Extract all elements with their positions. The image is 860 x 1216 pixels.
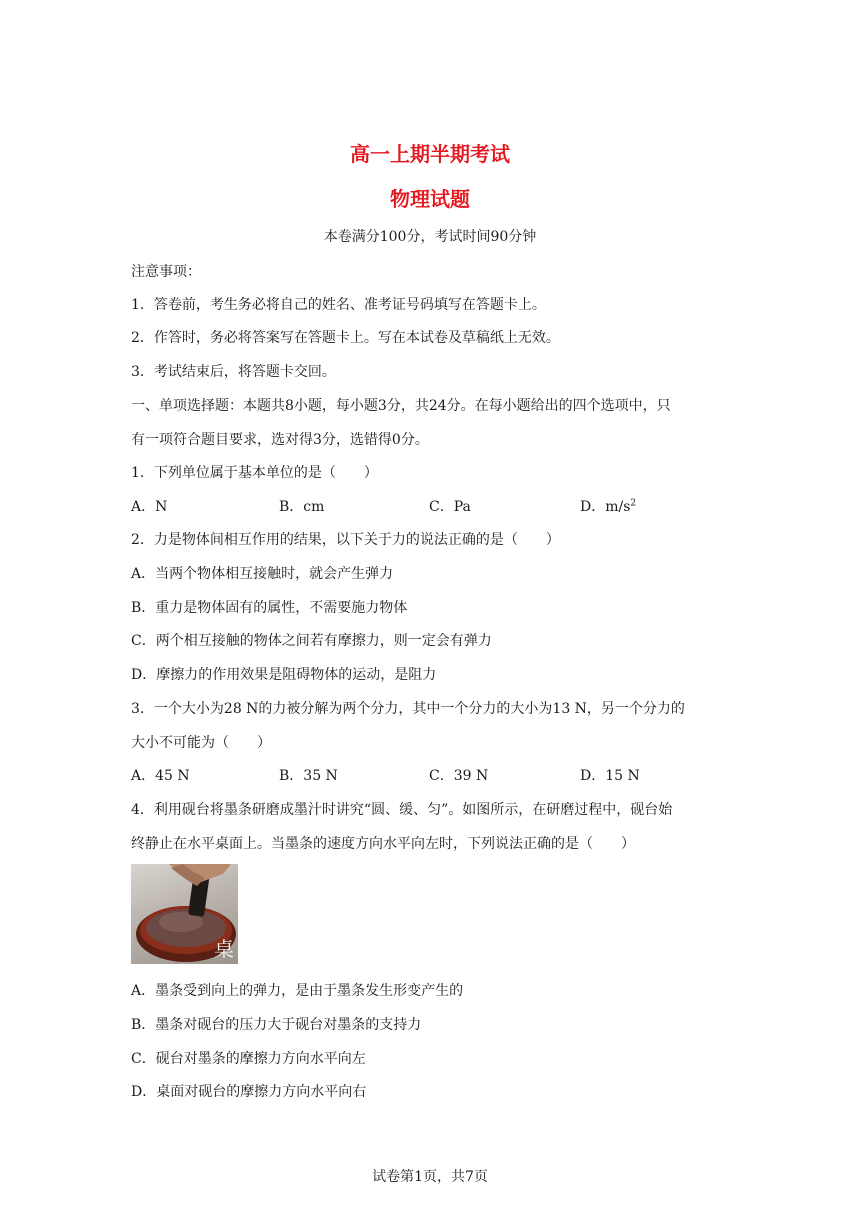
q4-option-b: B．墨条对砚台的压力大于砚台对墨条的支持力 (131, 1017, 422, 1033)
exam-title: 高一上期半期考试 (350, 142, 510, 166)
question-3-stem-cont: 大小不可能为（ ） (131, 735, 271, 751)
q1-option-b: B．cm (279, 499, 325, 515)
q1-option-d (580, 496, 636, 516)
note-item: 1．答卷前，考生务必将自己的姓名、准考证号码填写在答题卡上。 (131, 297, 546, 313)
q4-option-d: D．桌面对砚台的摩擦力方向水平向右 (131, 1084, 367, 1100)
note-item: 3．考试结束后，将答题卡交回。 (131, 364, 336, 380)
figure-label: 桌 (214, 937, 234, 961)
q4-option-c: C．砚台对墨条的摩擦力方向水平向左 (131, 1051, 366, 1067)
section-heading-cont: 有一项符合题目要求，选对得3分，选错得0分。 (131, 432, 429, 448)
question-1-stem: 1．下列单位属于基本单位的是（ ） (131, 465, 378, 481)
section-heading: 一、单项选择题：本题共8小题，每小题3分，共24分。在每小题给出的四个选项中，只 (131, 398, 671, 414)
exam-subtitle: 物理试题 (390, 187, 470, 211)
q1-option-d-exponent: 2 (630, 498, 637, 509)
q1-option-c: C．Pa (429, 499, 471, 515)
question-2-stem: 2．力是物体间相互作用的结果，以下关于力的说法正确的是（ ） (131, 532, 560, 548)
question-4-stem: 4．利用砚台将墨条研磨成墨汁时讲究“圆、缓、匀”。如图所示，在研磨过程中，砚台始 (131, 802, 673, 818)
question-4-stem-cont: 终静止在水平桌面上。当墨条的速度方向水平向左时，下列说法正确的是（ ） (131, 836, 635, 852)
notes-heading: 注意事项： (131, 264, 201, 280)
q3-option-d: D．15 N (580, 768, 640, 784)
q2-option-b: B．重力是物体固有的属性，不需要施力物体 (131, 600, 408, 616)
q1-option-d-text: D．m/s (580, 499, 631, 515)
q2-option-a: A．当两个物体相互接触时，就会产生弹力 (131, 566, 394, 582)
q3-option-a: A．45 N (131, 768, 190, 784)
question-3-stem: 3．一个大小为28 N的力被分解为两个分力，其中一个分力的大小为13 N，另一个分力的 (131, 701, 685, 717)
exam-info: 本卷满分100分，考试时间90分钟 (323, 229, 537, 245)
q2-option-c: C．两个相互接触的物体之间若有摩擦力，则一定会有弹力 (131, 633, 492, 649)
inkstone-figure (131, 864, 238, 964)
q3-option-c: C．39 N (429, 768, 489, 784)
page-footer: 试卷第1页，共7页 (372, 1169, 488, 1185)
q2-option-d: D．摩擦力的作用效果是阻碍物体的运动，是阻力 (131, 667, 437, 683)
q4-option-a: A．墨条受到向上的弹力，是由于墨条发生形变产生的 (131, 983, 464, 999)
q3-option-b: B．35 N (279, 768, 338, 784)
note-item: 2．作答时，务必将答案写在答题卡上。写在本试卷及草稿纸上无效。 (131, 330, 560, 346)
q1-option-a: A．N (131, 499, 168, 515)
